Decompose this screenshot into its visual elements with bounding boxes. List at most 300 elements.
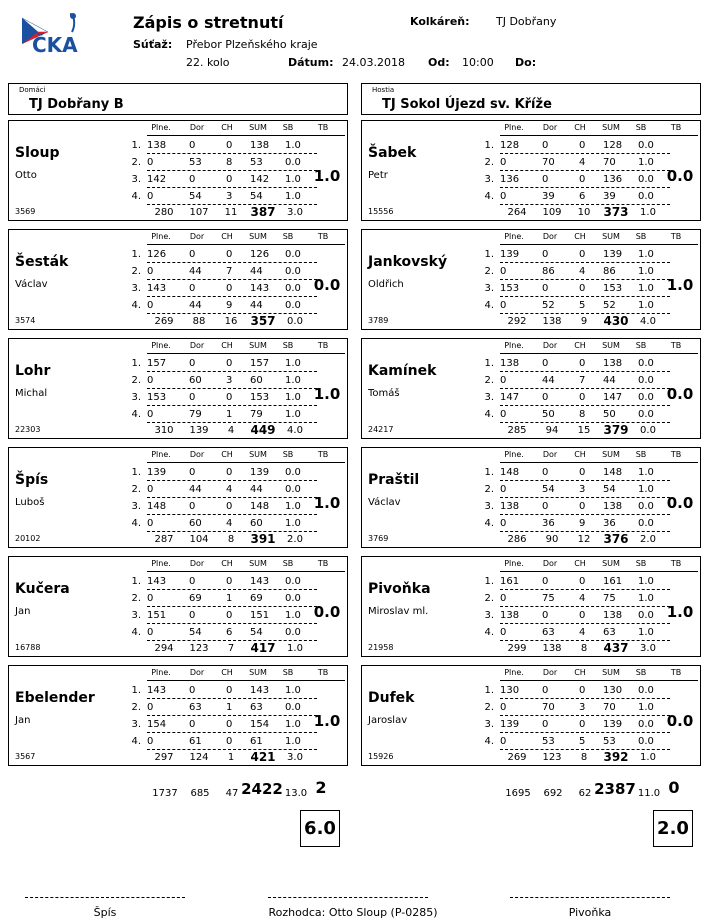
- header-divider: [500, 680, 698, 681]
- score-cell: 6: [579, 191, 586, 202]
- player-registration: 3769: [368, 534, 389, 543]
- row-underline: [500, 749, 670, 750]
- score-cell: 161: [603, 576, 623, 587]
- score-cell: 53: [603, 736, 616, 747]
- score-cell: 44: [542, 375, 555, 386]
- round-number: 3.: [484, 610, 494, 621]
- score-cell: 1.0: [638, 576, 654, 587]
- score-cell: 0: [542, 685, 549, 696]
- column-header: Plne.: [504, 668, 524, 677]
- total-cell: 8: [580, 643, 588, 654]
- column-header: CH: [574, 341, 586, 350]
- column-header: Plne.: [151, 668, 171, 677]
- score-cell: 142: [250, 174, 270, 185]
- score-cell: 75: [603, 593, 616, 604]
- total-cell: 10: [577, 207, 591, 218]
- total-cell: 109: [542, 207, 562, 218]
- score-cell: 136: [500, 174, 520, 185]
- column-header: Dor: [542, 123, 558, 132]
- round-number: 4.: [131, 409, 141, 420]
- score-cell: 0: [226, 736, 233, 747]
- score-cell: 157: [250, 358, 270, 369]
- player-points: 1.0: [313, 494, 341, 512]
- total-cell: 123: [189, 643, 209, 654]
- total-cell: 124: [189, 752, 209, 763]
- score-cell: 0: [579, 358, 586, 369]
- signature-line-left: [25, 897, 185, 898]
- column-header: TB: [670, 232, 682, 241]
- score-cell: 0.0: [638, 409, 654, 420]
- score-cell: 0: [542, 392, 549, 403]
- score-cell: 153: [250, 392, 270, 403]
- player-points: 0.0: [666, 712, 694, 730]
- away-player-box: [361, 229, 701, 330]
- player-last-name: Lohr: [15, 363, 51, 379]
- total-cell: 88: [192, 316, 206, 327]
- score-cell: 0: [579, 140, 586, 151]
- round-number: 4.: [131, 191, 141, 202]
- row-underline: [500, 698, 670, 699]
- score-cell: 0: [500, 518, 507, 529]
- column-header: TB: [670, 450, 682, 459]
- score-cell: 139: [603, 719, 623, 730]
- score-cell: 0: [189, 610, 196, 621]
- round-number: 3.: [131, 501, 141, 512]
- player-points: 0.0: [666, 494, 694, 512]
- column-header: SB: [635, 668, 647, 677]
- score-cell: 9: [226, 300, 233, 311]
- score-cell: 4: [579, 266, 586, 277]
- score-cell: 0: [189, 140, 196, 151]
- player-first-name: Jan: [15, 606, 31, 617]
- score-cell: 126: [250, 249, 270, 260]
- row-underline: [147, 204, 317, 205]
- player-first-name: Luboš: [15, 497, 45, 508]
- score-cell: 0.0: [638, 685, 654, 696]
- player-first-name: Tomáš: [368, 388, 400, 399]
- score-cell: 39: [542, 191, 555, 202]
- score-cell: 0: [542, 358, 549, 369]
- logo-text: ČKA: [32, 33, 78, 57]
- total-cell: 94: [545, 425, 559, 436]
- total-cell: 90: [545, 534, 559, 545]
- total-cell: 4: [227, 425, 235, 436]
- player-first-name: Václav: [15, 279, 48, 290]
- round-number: 2.: [131, 375, 141, 386]
- total-cell: 297: [154, 752, 174, 763]
- home-player-box: [8, 447, 348, 548]
- player-last-name: Šabek: [368, 145, 417, 161]
- column-header: Dor: [189, 341, 205, 350]
- score-cell: 136: [603, 174, 623, 185]
- score-cell: 60: [250, 518, 263, 529]
- cka-logo: [18, 10, 94, 62]
- total-cell: 392: [603, 750, 629, 764]
- score-cell: 3: [579, 702, 586, 713]
- player-points: 1.0: [313, 167, 341, 185]
- row-underline: [147, 640, 317, 641]
- total-cell: 2.0: [640, 534, 656, 545]
- column-header: TB: [317, 450, 329, 459]
- row-underline: [500, 313, 670, 314]
- row-underline: [147, 388, 317, 389]
- score-cell: 139: [500, 719, 520, 730]
- player-last-name: Šesták: [15, 254, 69, 270]
- row-underline: [147, 262, 317, 263]
- score-cell: 0.0: [285, 467, 301, 478]
- score-cell: 54: [189, 191, 202, 202]
- score-cell: 63: [250, 702, 263, 713]
- score-cell: 151: [147, 610, 167, 621]
- row-underline: [500, 480, 670, 481]
- row-underline: [500, 204, 670, 205]
- player-points: 0.0: [666, 167, 694, 185]
- score-cell: 138: [603, 610, 623, 621]
- score-cell: 128: [603, 140, 623, 151]
- home-total-tb: 2: [315, 778, 327, 797]
- home-final-score: 6.0: [300, 810, 340, 847]
- home-team-box: [8, 83, 348, 115]
- score-cell: 0.0: [638, 518, 654, 529]
- column-header: Dor: [189, 559, 205, 568]
- round-number: 2.: [484, 593, 494, 604]
- round-number: 2.: [131, 702, 141, 713]
- score-cell: 0: [542, 140, 549, 151]
- score-cell: 1.0: [285, 358, 301, 369]
- score-cell: 54: [189, 627, 202, 638]
- column-header: Dor: [189, 123, 205, 132]
- total-cell: 15: [577, 425, 591, 436]
- player-last-name: Dufek: [368, 690, 415, 706]
- row-underline: [147, 514, 317, 515]
- score-cell: 143: [250, 685, 270, 696]
- row-underline: [500, 531, 670, 532]
- round-number: 3.: [131, 610, 141, 621]
- column-header: CH: [574, 450, 586, 459]
- score-cell: 70: [603, 157, 616, 168]
- header-divider: [147, 571, 345, 572]
- round-number: 1.: [131, 249, 141, 260]
- score-cell: 0: [189, 576, 196, 587]
- column-header: Dor: [542, 232, 558, 241]
- away-player-box: [361, 120, 701, 221]
- column-header: Plne.: [504, 123, 524, 132]
- column-header: SUM: [602, 668, 620, 677]
- score-cell: 139: [250, 467, 270, 478]
- away-total-ch: 62: [578, 788, 592, 799]
- score-cell: 0: [226, 719, 233, 730]
- round-number: 1.: [484, 467, 494, 478]
- score-cell: 147: [603, 392, 623, 403]
- score-cell: 53: [542, 736, 555, 747]
- column-header: CH: [221, 341, 233, 350]
- row-underline: [147, 405, 317, 406]
- total-cell: 123: [542, 752, 562, 763]
- score-cell: 0: [147, 736, 154, 747]
- total-cell: 7: [227, 643, 235, 654]
- sutaz-value: Přebor Plzeňského kraje: [186, 38, 318, 51]
- column-header: CH: [574, 559, 586, 568]
- round-number: 2.: [131, 157, 141, 168]
- player-registration: 22303: [15, 425, 41, 434]
- score-cell: 44: [189, 300, 202, 311]
- score-cell: 63: [189, 702, 202, 713]
- round-number: 4.: [131, 518, 141, 529]
- score-cell: 79: [250, 409, 263, 420]
- total-cell: 269: [154, 316, 174, 327]
- home-player-box: [8, 120, 348, 221]
- column-header: TB: [670, 559, 682, 568]
- player-registration: 3569: [15, 207, 36, 216]
- score-cell: 4: [226, 484, 233, 495]
- column-header: Plne.: [151, 450, 171, 459]
- score-cell: 0: [147, 300, 154, 311]
- score-cell: 142: [147, 174, 167, 185]
- total-cell: 1: [227, 752, 235, 763]
- column-header: SB: [635, 341, 647, 350]
- row-underline: [147, 749, 317, 750]
- score-cell: 0.0: [638, 501, 654, 512]
- score-cell: 1.0: [638, 266, 654, 277]
- score-cell: 0.0: [285, 576, 301, 587]
- row-underline: [500, 640, 670, 641]
- total-cell: 12: [577, 534, 591, 545]
- score-cell: 1.0: [285, 174, 301, 185]
- round-number: 1.: [484, 140, 494, 151]
- away-player-box: [361, 556, 701, 657]
- home-caption: Domáci: [19, 86, 46, 94]
- score-cell: 0: [579, 283, 586, 294]
- score-cell: 154: [147, 719, 167, 730]
- row-underline: [147, 480, 317, 481]
- row-underline: [500, 589, 670, 590]
- score-cell: 139: [147, 467, 167, 478]
- player-last-name: Sloup: [15, 145, 60, 161]
- round-number: 4.: [131, 300, 141, 311]
- score-cell: 36: [542, 518, 555, 529]
- header-divider: [147, 462, 345, 463]
- score-cell: 70: [603, 702, 616, 713]
- round-number: 1.: [484, 685, 494, 696]
- row-underline: [147, 606, 317, 607]
- score-cell: 130: [500, 685, 520, 696]
- score-cell: 86: [603, 266, 616, 277]
- row-underline: [147, 623, 317, 624]
- column-header: SUM: [602, 341, 620, 350]
- row-underline: [147, 531, 317, 532]
- score-cell: 0: [226, 358, 233, 369]
- score-cell: 0.0: [638, 174, 654, 185]
- score-cell: 1.0: [638, 157, 654, 168]
- total-cell: 373: [603, 205, 629, 219]
- total-cell: 264: [507, 207, 527, 218]
- home-player-box: [8, 338, 348, 439]
- score-cell: 0: [226, 140, 233, 151]
- column-header: TB: [317, 559, 329, 568]
- round-number: 4.: [484, 518, 494, 529]
- column-header: Plne.: [151, 341, 171, 350]
- score-cell: 0.0: [285, 702, 301, 713]
- score-cell: 3: [226, 191, 233, 202]
- score-cell: 0.0: [285, 484, 301, 495]
- column-header: CH: [221, 123, 233, 132]
- total-cell: 280: [154, 207, 174, 218]
- round-number: 2.: [484, 266, 494, 277]
- total-cell: 387: [250, 205, 276, 219]
- player-last-name: Jankovský: [368, 254, 448, 270]
- score-cell: 1.0: [285, 409, 301, 420]
- column-header: SB: [635, 450, 647, 459]
- column-header: SUM: [249, 450, 267, 459]
- round-number: 1.: [131, 140, 141, 151]
- header-divider: [147, 680, 345, 681]
- away-team-box: [361, 83, 701, 115]
- score-cell: 8: [579, 409, 586, 420]
- player-points: 1.0: [666, 603, 694, 621]
- score-cell: 0: [500, 300, 507, 311]
- round-number: 1.: [484, 249, 494, 260]
- sutaz-label: Súťaž:: [133, 38, 173, 51]
- score-cell: 0: [500, 593, 507, 604]
- score-cell: 138: [603, 501, 623, 512]
- total-cell: 3.0: [640, 643, 656, 654]
- row-underline: [500, 623, 670, 624]
- do-label: Do:: [515, 56, 537, 69]
- score-cell: 0: [147, 627, 154, 638]
- player-registration: 3789: [368, 316, 389, 325]
- row-underline: [147, 589, 317, 590]
- home-total-ch: 47: [225, 788, 239, 799]
- score-cell: 138: [500, 610, 520, 621]
- total-cell: 2.0: [287, 534, 303, 545]
- score-cell: 143: [147, 576, 167, 587]
- column-header: TB: [317, 668, 329, 677]
- score-cell: 0.0: [638, 736, 654, 747]
- column-header: Dor: [542, 341, 558, 350]
- row-underline: [147, 698, 317, 699]
- score-cell: 0.0: [638, 140, 654, 151]
- score-cell: 1.0: [638, 283, 654, 294]
- score-cell: 6: [226, 627, 233, 638]
- column-header: SUM: [249, 232, 267, 241]
- round-number: 3.: [131, 174, 141, 185]
- column-header: SB: [282, 341, 294, 350]
- score-cell: 69: [250, 593, 263, 604]
- row-underline: [147, 371, 317, 372]
- home-total-sb: 13.0: [284, 788, 308, 799]
- score-cell: 0: [542, 467, 549, 478]
- signature-line-center: [268, 897, 428, 898]
- home-total-dor: 685: [190, 788, 210, 799]
- score-cell: 60: [189, 518, 202, 529]
- total-cell: 4.0: [287, 425, 303, 436]
- score-cell: 52: [603, 300, 616, 311]
- player-points: 1.0: [313, 712, 341, 730]
- column-header: TB: [670, 341, 682, 350]
- total-cell: 4.0: [640, 316, 656, 327]
- score-cell: 0: [579, 249, 586, 260]
- column-header: SUM: [249, 668, 267, 677]
- score-cell: 139: [500, 249, 520, 260]
- player-registration: 21958: [368, 643, 394, 652]
- od-value: 10:00: [462, 56, 494, 69]
- header-divider: [147, 353, 345, 354]
- player-last-name: Kamínek: [368, 363, 437, 379]
- signature-right: Pivoňka: [568, 906, 612, 919]
- score-cell: 0: [189, 174, 196, 185]
- round-number: 4.: [484, 627, 494, 638]
- score-cell: 0.0: [285, 249, 301, 260]
- score-cell: 3: [579, 484, 586, 495]
- score-cell: 0: [542, 174, 549, 185]
- column-header: SUM: [249, 341, 267, 350]
- score-cell: 0.0: [638, 392, 654, 403]
- score-cell: 75: [542, 593, 555, 604]
- score-cell: 0: [500, 409, 507, 420]
- column-header: Plne.: [504, 559, 524, 568]
- score-cell: 1.0: [285, 518, 301, 529]
- total-cell: 0.0: [287, 316, 303, 327]
- player-registration: 3574: [15, 316, 36, 325]
- score-cell: 4: [226, 518, 233, 529]
- row-underline: [147, 715, 317, 716]
- score-cell: 0.0: [285, 300, 301, 311]
- score-cell: 0: [147, 593, 154, 604]
- player-first-name: Petr: [368, 170, 388, 181]
- score-cell: 0.0: [638, 719, 654, 730]
- column-header: SUM: [602, 559, 620, 568]
- score-cell: 148: [603, 467, 623, 478]
- score-cell: 0.0: [285, 283, 301, 294]
- round-number: 4.: [484, 409, 494, 420]
- score-cell: 161: [500, 576, 520, 587]
- total-cell: 286: [507, 534, 527, 545]
- score-cell: 0: [189, 283, 196, 294]
- score-cell: 0: [500, 736, 507, 747]
- column-header: Dor: [542, 668, 558, 677]
- score-cell: 1.0: [285, 191, 301, 202]
- away-total-tb: 0: [668, 778, 680, 797]
- score-cell: 60: [250, 375, 263, 386]
- header-divider: [147, 244, 345, 245]
- column-header: CH: [574, 668, 586, 677]
- score-cell: 1.0: [638, 467, 654, 478]
- score-cell: 70: [542, 702, 555, 713]
- score-cell: 44: [189, 484, 202, 495]
- column-header: Plne.: [151, 232, 171, 241]
- row-underline: [500, 388, 670, 389]
- home-team-name: TJ Dobřany B: [29, 97, 124, 112]
- score-cell: 69: [189, 593, 202, 604]
- score-cell: 53: [189, 157, 202, 168]
- score-cell: 0: [500, 191, 507, 202]
- score-cell: 0.0: [285, 593, 301, 604]
- round-number: 1.: [131, 358, 141, 369]
- score-cell: 5: [579, 736, 586, 747]
- round-number: 2.: [484, 484, 494, 495]
- score-cell: 1.0: [285, 501, 301, 512]
- column-header: CH: [221, 450, 233, 459]
- away-total-dor: 692: [543, 788, 563, 799]
- score-cell: 44: [250, 266, 263, 277]
- score-cell: 143: [250, 576, 270, 587]
- player-last-name: Pivoňka: [368, 581, 431, 597]
- round-number: 4.: [131, 736, 141, 747]
- total-cell: 9: [580, 316, 588, 327]
- home-player-box: [8, 665, 348, 766]
- round-number: 2.: [484, 702, 494, 713]
- score-cell: 0: [542, 283, 549, 294]
